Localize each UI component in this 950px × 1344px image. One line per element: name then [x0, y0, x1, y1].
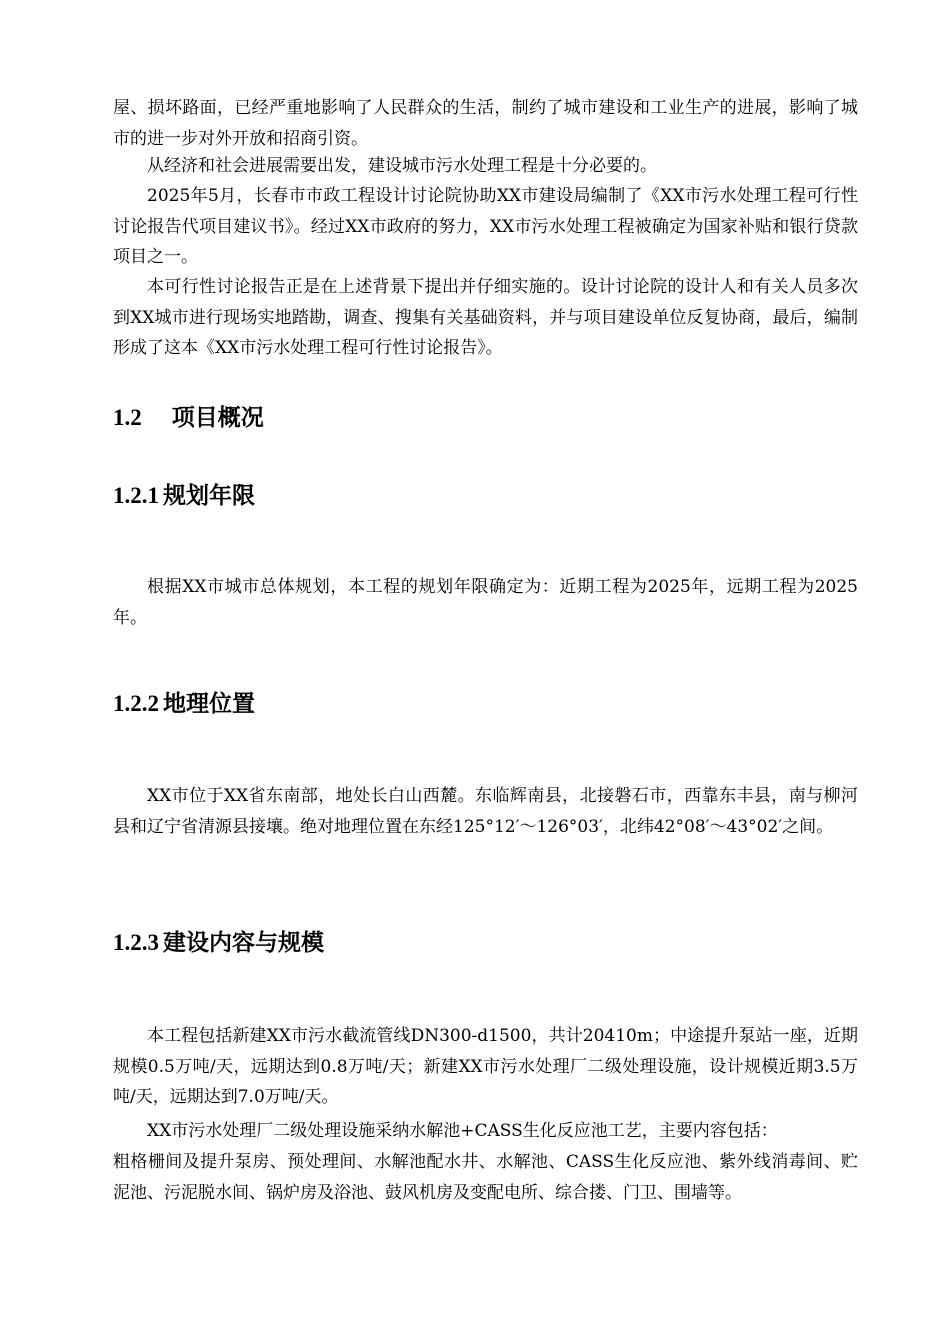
paragraph-planning-period: 根据XX市城市总体规划，本工程的规划年限确定为：近期工程为2025年，远期工程为2025年。: [113, 577, 858, 628]
paragraph-necessity: 从经济和社会进展需要出发，建设城市污水处理工程是十分必要的。: [147, 156, 657, 176]
heading-title: 项目概况: [171, 404, 264, 431]
heading-number: 1.2: [113, 405, 142, 430]
heading-title: 建设内容与规模: [163, 929, 324, 956]
paragraph-history: 2025年5月，长春市市政工程设计讨论院协助XX市建设局编制了《XX市污水处理工程可行性讨论报告代项目建议书》。经过XX市政府的努力，XX市污水处理工程被确定为国家补贴和银行贷款项目之一。: [113, 186, 858, 267]
heading-number: 1.2.1: [113, 483, 159, 508]
heading-number: 1.2.2: [113, 691, 159, 716]
paragraph-geography: XX市位于XX省东南部，地处长白山西麓。东临辉南县，北接磐石市，西靠东丰县，南与柳河县和辽宁省清源县接壤。绝对地理位置在东经125°12′～126°03′，北纬42°08′～43°02′之间。: [113, 786, 858, 837]
heading-number: 1.2.3: [113, 930, 159, 955]
heading-title: 规划年限: [163, 482, 255, 509]
paragraph-scope: 本工程包括新建XX市污水截流管线DN300-d1500，共计20410m；中途提升泵站一座，近期规模0.5万吨/天，远期达到0.8万吨/天；新建XX市污水处理厂二级处理设施，设计规模近期3.5万吨/天，远期达到7.0万吨/天。: [113, 1026, 858, 1107]
heading-1-2-3: [113, 927, 324, 959]
heading-1-2-1: [113, 480, 255, 512]
heading-1-2-2: [113, 688, 255, 720]
heading-1-2: [113, 402, 264, 434]
paragraph-process: XX市污水处理厂二级处理设施采纳水解池+CASS生化反应池工艺，主要内容包括：: [147, 1121, 778, 1141]
heading-title: 地理位置: [163, 690, 255, 717]
paragraph-facilities: 粗格栅间及提升泵房、预处理间、水解池配水井、水解池、CASS生化反应池、紫外线消毒间、贮泥池、污泥脱水间、锅炉房及浴池、鼓风机房及变配电所、综合搂、门卫、围墙等。: [113, 1152, 858, 1203]
paragraph-impact: 屋、损坏路面，已经严重地影响了人民群众的生活，制约了城市建设和工业生产的进展，影响了城市的进一步对外开放和招商引资。: [113, 98, 858, 149]
paragraph-background: 本可行性讨论报告正是在上述背景下提出并仔细实施的。设计讨论院的设计人和有关人员多次到XX城市进行现场实地踏勘，调查、搜集有关基础资料，并与项目建设单位反复协商，最后，编制形成了这本《XX市污水处理工程可行性讨论报告》。: [113, 277, 858, 358]
